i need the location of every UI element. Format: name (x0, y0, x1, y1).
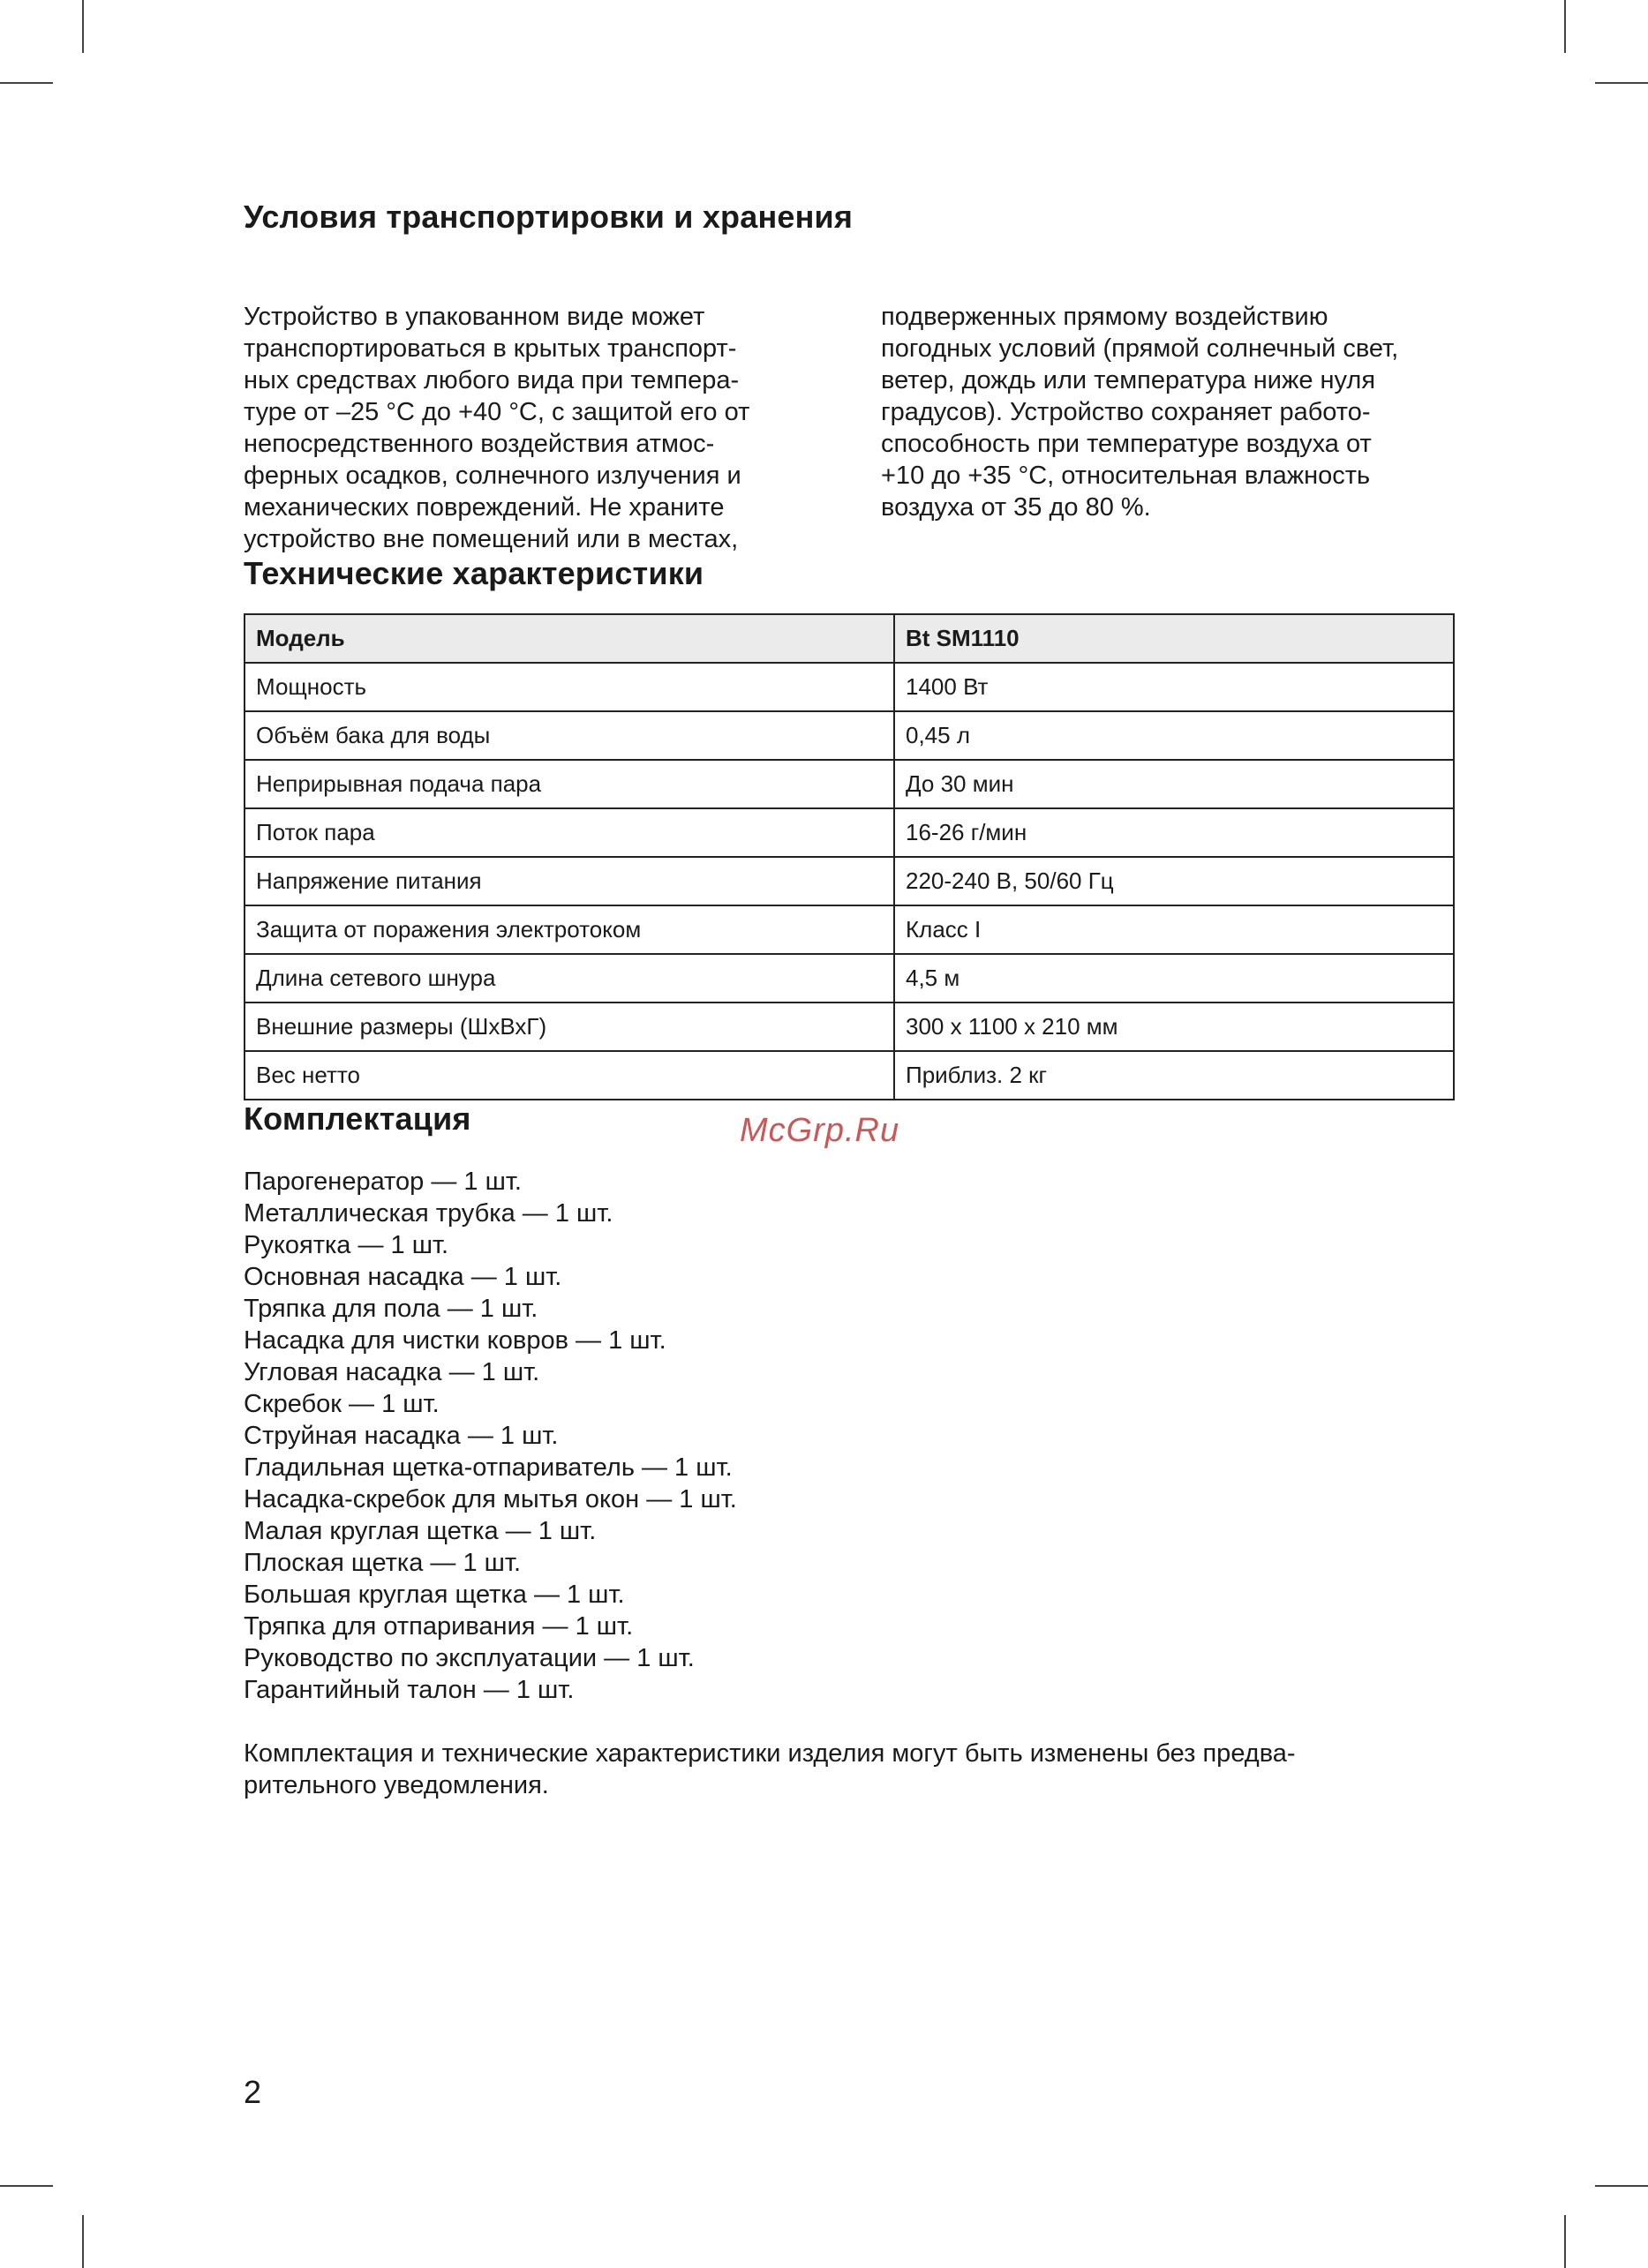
specs-row (245, 857, 1454, 905)
specs-param: Объём бака для воды (245, 711, 894, 760)
specs-table (244, 613, 1455, 1100)
kit-item: Тряпка для отпаривания — 1 шт. (244, 1612, 634, 1641)
specs-param: Напряжение питания (245, 857, 894, 905)
kit-item: Плоская щетка — 1 шт. (244, 1549, 522, 1577)
kit-item: Тряпка для пола — 1 шт. (244, 1295, 538, 1323)
specs-param: Неприрывная подача пара (245, 760, 894, 808)
kit-note: Комплектация и технические характеристики изделия могут быть изменены без предва- рительного уведомления. (244, 1739, 1296, 1799)
transport-text-left: Устройство в упакованном виде может транспортироваться в крытых транспорт- ных средствах любого вида при темпера- туре от –25 °C до +40 °C, с защитой его от непосредственного воздействия атмос- ферных осадков, солнечного излучения и механических повреждений. Не храните устройство вне помещений или в местах, (244, 303, 750, 553)
specs-param: Мощность (245, 663, 894, 711)
crop-mark (1564, 2215, 1566, 2268)
specs-row (245, 1051, 1454, 1100)
specs-row (245, 760, 1454, 808)
kit-item: Струйная насадка — 1 шт. (244, 1422, 559, 1450)
specs-row (245, 954, 1454, 1003)
specs-value: Класс I (894, 905, 1454, 954)
kit-item: Рукоятка — 1 шт. (244, 1231, 449, 1259)
specs-row (245, 808, 1454, 857)
specs-param: Поток пара (245, 808, 894, 857)
transport-text-columns (244, 301, 1455, 555)
page-content (244, 199, 1455, 1801)
specs-header-row (245, 614, 1454, 663)
specs-header-model-label: Модель (245, 614, 894, 663)
specs-param: Вес нетто (245, 1051, 894, 1100)
transport-text-right: подверженных прямому воздействию погодных условий (прямой солнечный свет, ветер, дождь или температура ниже нуля градусов). Устройство сохраняет работо- способность при температуре воздуха от +10 до +35 °C, относительная влажность воздуха от 35 до 80 %. (881, 303, 1399, 522)
crop-mark (1595, 82, 1648, 84)
specs-param: Внешние размеры (ШхВхГ) (245, 1003, 894, 1051)
crop-mark (1595, 2185, 1648, 2187)
crop-mark (1564, 0, 1566, 53)
specs-row (245, 1003, 1454, 1051)
kit-item: Большая круглая щетка — 1 шт. (244, 1581, 625, 1609)
kit-item: Малая круглая щетка — 1 шт. (244, 1517, 597, 1545)
kit-item: Насадка-скребок для мытья окон — 1 шт. (244, 1485, 737, 1513)
specs-value: 1400 Вт (894, 663, 1454, 711)
specs-row (245, 663, 1454, 711)
specs-row (245, 905, 1454, 954)
transport-storage-title: Условия транспортировки и хранения (244, 199, 854, 235)
crop-mark (0, 82, 53, 84)
watermark: McGrp.Ru (740, 1112, 900, 1149)
specs-row (245, 711, 1454, 760)
crop-mark (82, 0, 84, 53)
kit-item: Металлическая трубка — 1 шт. (244, 1199, 613, 1228)
specs-value: 0,45 л (894, 711, 1454, 760)
specs-header-model-value: Bt SM1110 (894, 614, 1454, 663)
specs-param: Защита от поражения электротоком (245, 905, 894, 954)
transport-storage-section (244, 199, 1455, 555)
kit-title: Комплектация (244, 1100, 471, 1137)
specs-value: 16-26 г/мин (894, 808, 1454, 857)
specs-section (244, 555, 1455, 1100)
specs-value: 4,5 м (894, 954, 1454, 1003)
specs-title: Технические характеристики (244, 555, 704, 591)
kit-item: Насадка для чистки ковров — 1 шт. (244, 1326, 666, 1355)
specs-param: Длина сетевого шнура (245, 954, 894, 1003)
kit-item: Руководство по эксплуатации — 1 шт. (244, 1644, 695, 1672)
crop-mark (82, 2215, 84, 2268)
specs-value: Приблиз. 2 кг (894, 1051, 1454, 1100)
specs-value: 220-240 В, 50/60 Гц (894, 857, 1454, 905)
kit-item: Гарантийный талон — 1 шт. (244, 1676, 575, 1704)
kit-item: Скребок — 1 шт. (244, 1390, 440, 1418)
kit-section (244, 1100, 1455, 1801)
kit-item: Основная насадка — 1 шт. (244, 1263, 562, 1291)
kit-item: Парогенератор — 1 шт. (244, 1168, 522, 1196)
kit-list (244, 1166, 1455, 1706)
page-number: 2 (244, 2074, 262, 2110)
kit-item: Гладильная щетка-отпариватель — 1 шт. (244, 1453, 733, 1482)
crop-mark (0, 2185, 53, 2187)
specs-value: До 30 мин (894, 760, 1454, 808)
kit-item: Угловая насадка — 1 шт. (244, 1358, 540, 1386)
specs-value: 300 x 1100 x 210 мм (894, 1003, 1454, 1051)
